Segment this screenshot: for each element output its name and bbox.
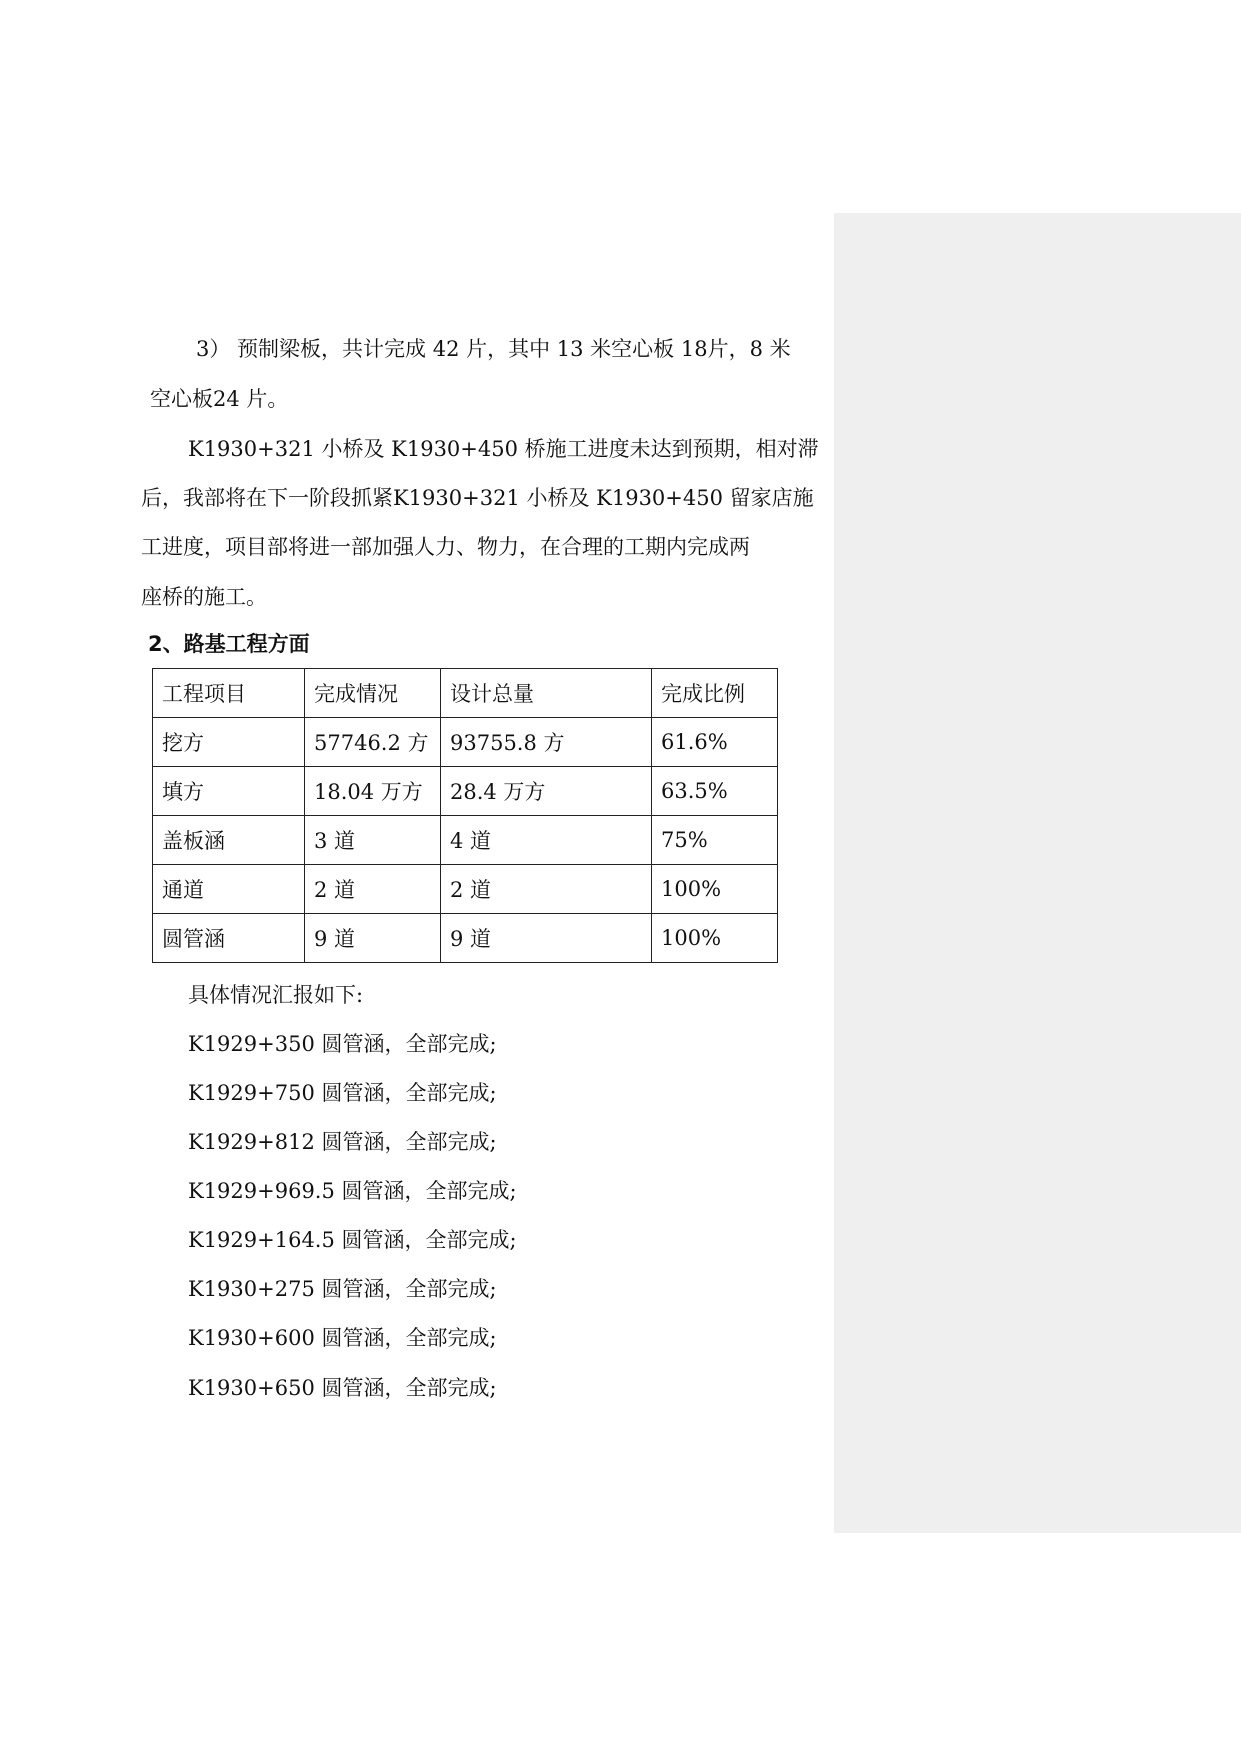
table-cell: 18.04 万方 [305, 767, 441, 816]
table-cell: 4 道 [441, 816, 652, 865]
list-item: K1929+164.5 圆管涵，全部完成; [188, 1228, 517, 1252]
list-item: K1929+812 圆管涵，全部完成; [188, 1130, 497, 1154]
list-item: K1930+275 圆管涵，全部完成; [188, 1277, 497, 1301]
table-cell: 3 道 [305, 816, 441, 865]
table-header-cell: 工程项目 [153, 669, 305, 718]
bridge-paragraph-line-2: 后，我部将在下一阶段抓紧K1930+321 小桥及 K1930+450 留家店施 [141, 486, 814, 510]
bridge-paragraph-line-3: 工进度，项目部将进一部加强人力、物力，在合理的工期内完成两 [141, 535, 750, 559]
table-row [153, 816, 778, 865]
table-cell: 57746.2 方 [305, 718, 441, 767]
list-item: K1929+750 圆管涵，全部完成; [188, 1081, 497, 1105]
bridge-paragraph-line-1: K1930+321 小桥及 K1930+450 桥施工进度未达到预期，相对滞 [188, 437, 819, 461]
table-row [153, 718, 778, 767]
table-header-cell: 设计总量 [441, 669, 652, 718]
bridge-paragraph-line-4: 座桥的施工。 [141, 585, 267, 609]
table-cell: 9 道 [441, 914, 652, 963]
table-cell: 63.5% [652, 767, 778, 816]
table-cell: 通道 [153, 865, 305, 914]
section-heading-subgrade: 2、路基工程方面 [148, 632, 310, 656]
table-header-row [153, 669, 778, 718]
table-header-cell: 完成比例 [652, 669, 778, 718]
table-cell: 圆管涵 [153, 914, 305, 963]
table-cell: 61.6% [652, 718, 778, 767]
table-cell: 2 道 [441, 865, 652, 914]
list-item: K1929+969.5 圆管涵，全部完成; [188, 1179, 517, 1203]
table-cell: 9 道 [305, 914, 441, 963]
table-cell: 100% [652, 914, 778, 963]
table-cell: 28.4 万方 [441, 767, 652, 816]
precast-paragraph-line-2: 空心板24 片。 [150, 387, 289, 411]
table-cell: 93755.8 方 [441, 718, 652, 767]
list-item: K1930+600 圆管涵，全部完成; [188, 1326, 497, 1350]
details-intro: 具体情况汇报如下: [188, 983, 364, 1007]
table-cell: 2 道 [305, 865, 441, 914]
table-row [153, 865, 778, 914]
table-cell: 盖板涵 [153, 816, 305, 865]
list-item: K1929+350 圆管涵，全部完成; [188, 1032, 497, 1056]
table-header-cell: 完成情况 [305, 669, 441, 718]
list-item: K1930+650 圆管涵，全部完成; [188, 1376, 497, 1400]
table-row [153, 767, 778, 816]
subgrade-progress-table [152, 668, 778, 963]
table-cell: 100% [652, 865, 778, 914]
table-row [153, 914, 778, 963]
table-cell: 75% [652, 816, 778, 865]
comment-margin-pane [834, 213, 1241, 1533]
precast-paragraph-line-1: 3） 预制梁板，共计完成 42 片，其中 13 米空心板 18片，8 米 [196, 337, 791, 361]
table-cell: 挖方 [153, 718, 305, 767]
table-cell: 填方 [153, 767, 305, 816]
